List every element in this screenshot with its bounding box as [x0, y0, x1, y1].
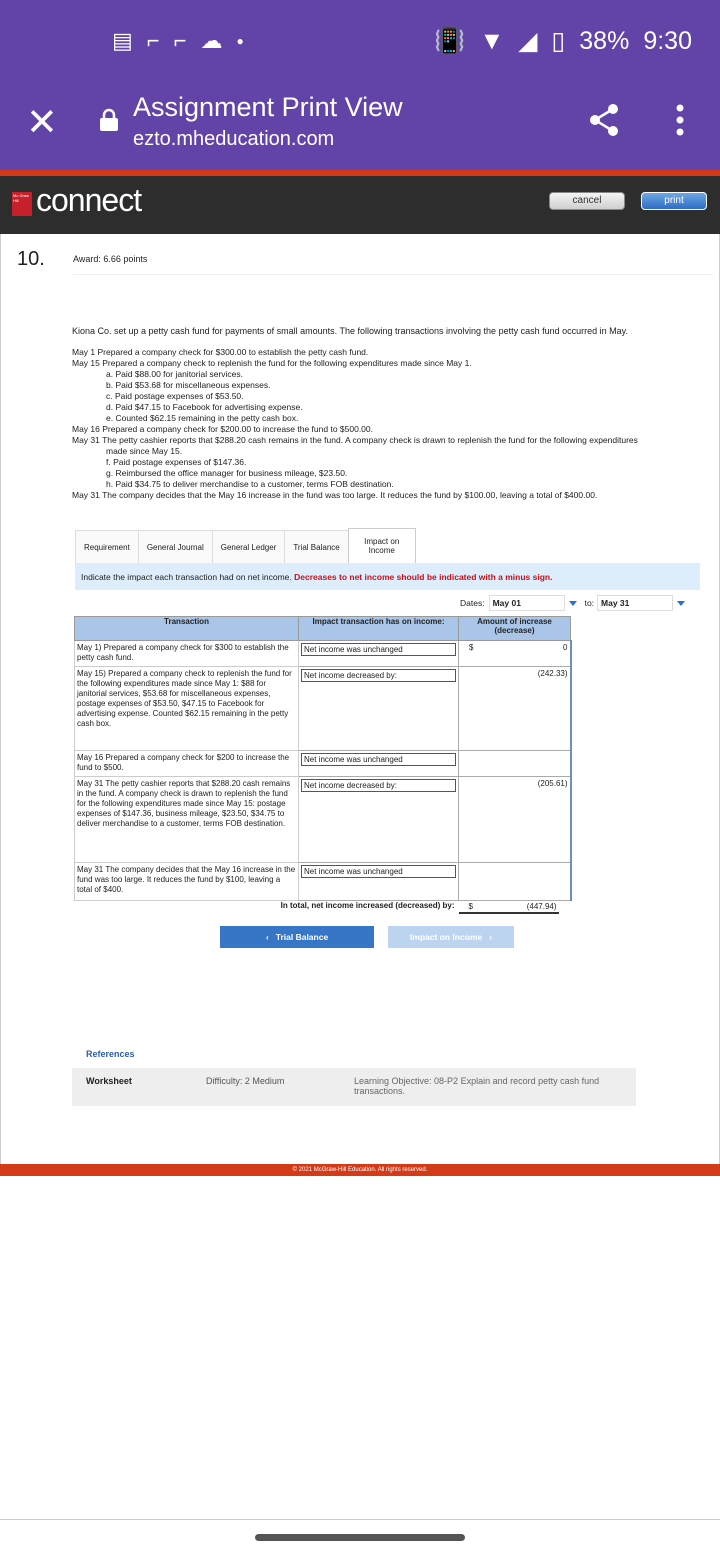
- transaction-line: May 1 Prepared a company check for $300.00 to establish the petty cash fund.: [72, 347, 369, 357]
- share-icon[interactable]: [586, 102, 622, 138]
- cloud-icon: ☁: [200, 28, 223, 53]
- date-from-value: May 01: [492, 598, 521, 608]
- total-row: [75, 901, 571, 915]
- effect-select[interactable]: [299, 777, 459, 863]
- divider: [73, 274, 713, 275]
- connect-logo: connect: [36, 182, 142, 218]
- header-amount: Amount of increase (decrease): [459, 617, 571, 641]
- table-row: [75, 641, 571, 667]
- effect-select[interactable]: [299, 863, 459, 901]
- learning-objective: Learning Objective: 08-P2 Explain and record petty cash fund transactions.: [354, 1076, 600, 1096]
- vibrate-icon: 📳: [434, 26, 466, 55]
- tab-general-journal[interactable]: General Journal: [138, 530, 212, 564]
- header-transaction: Transaction: [75, 617, 299, 641]
- amount-currency: $: [469, 643, 474, 652]
- close-icon[interactable]: ✕: [26, 102, 58, 144]
- tab-trial-balance[interactable]: Trial Balance: [284, 530, 347, 564]
- transaction-cell: May 15) Prepared a company check to replenish the fund for the following expenditures made since May 1: $88 for janitorial services, $53.68 for miscellaneous expenses, postage expenses of $53.50, $47.15 to Facebook for advertising expense. Counted $62.15 remaining in the petty cash box.: [75, 667, 299, 751]
- divider: [0, 1519, 720, 1520]
- wifi-icon: ▼: [479, 26, 505, 55]
- print-page: [0, 234, 720, 1164]
- signal-icon: ◢: [518, 27, 538, 55]
- browser-toolbar: [0, 84, 720, 170]
- table-row: [75, 751, 571, 777]
- transaction-cell: May 31 The petty cashier reports that $288.20 cash remains in the fund. A company check is drawn to replenish the fund for the following expenditures made since May 15: postage expenses of $147.36, business mileage, $23.50, $34.75 to deliver merchandise to a customer, terms FOB destination.: [75, 777, 299, 863]
- gun-icon: ⌐: [146, 28, 160, 53]
- transaction-line: g. Reimbursed the office manager for business mileage, $23.50.: [106, 468, 348, 478]
- effect-select[interactable]: [299, 667, 459, 751]
- total-currency: $: [468, 902, 473, 911]
- date-from-select[interactable]: [489, 595, 565, 611]
- table-row: [75, 667, 571, 751]
- table-body: [75, 641, 571, 901]
- transaction-line: made since May 15.: [106, 446, 183, 456]
- instruction-emphasis: Decreases to net income should be indicated with a minus sign.: [294, 572, 553, 582]
- next-tab-button[interactable]: Impact on Income ›: [388, 926, 514, 948]
- amount-value: 0: [563, 643, 568, 652]
- transaction-line: a. Paid $88.00 for janitorial services.: [106, 369, 244, 379]
- next-tab-label: Impact on Income: [409, 932, 483, 942]
- award-points: Award: 6.66 points: [73, 254, 148, 264]
- mcgraw-hill-logo-icon: Mc Graw Hill: [12, 192, 32, 216]
- problem-statement: [72, 326, 717, 501]
- chevron-down-icon[interactable]: [677, 601, 685, 606]
- dates-label: Dates:: [460, 598, 485, 608]
- transaction-line: h. Paid $34.75 to deliver merchandise to a customer, terms FOB destination.: [106, 479, 394, 489]
- connect-header: [0, 176, 720, 234]
- print-button[interactable]: print: [641, 192, 707, 210]
- tab-requirement[interactable]: Requirement: [75, 530, 138, 564]
- transaction-line: b. Paid $53.68 for miscellaneous expenses.: [106, 380, 271, 390]
- instruction-text: Indicate the impact each transaction had on net income.: [81, 572, 295, 582]
- date-range: [460, 595, 685, 611]
- amount-input[interactable]: [459, 751, 571, 777]
- amount-input[interactable]: [459, 667, 571, 751]
- page-url[interactable]: ezto.mheducation.com: [133, 128, 335, 150]
- effect-value: Net income was unchanged: [301, 865, 456, 878]
- battery-icon: ▯: [551, 27, 566, 55]
- page-title: Assignment Print View: [133, 92, 403, 122]
- tab-impact-on-income[interactable]: Impact on Income: [348, 528, 416, 564]
- difficulty: Difficulty: 2 Medium: [206, 1076, 285, 1086]
- lock-icon: [98, 108, 120, 132]
- dates-to-label: to:: [584, 598, 595, 608]
- effect-select[interactable]: [299, 641, 459, 667]
- notification-icons: [112, 28, 244, 54]
- date-to-select[interactable]: [597, 595, 673, 611]
- transaction-line: May 31 The company decides that the May 16 increase in the fund was too large. It reduces the fund by $100.00, leaving a total of $400.00.: [72, 490, 598, 500]
- instruction-banner: [75, 563, 700, 590]
- transaction-line: d. Paid $47.15 to Facebook for advertising expense.: [106, 402, 303, 412]
- cancel-button[interactable]: cancel: [549, 192, 625, 210]
- chevron-down-icon[interactable]: [569, 601, 577, 606]
- effect-value: Net income was unchanged: [301, 643, 456, 656]
- worksheet-label[interactable]: Worksheet: [86, 1076, 132, 1086]
- transaction-line: c. Paid postage expenses of $53.50.: [106, 391, 244, 401]
- transaction-list: [72, 347, 717, 501]
- dot-icon: ●: [236, 34, 244, 48]
- transaction-cell: May 16 Prepared a company check for $200 to increase the fund to $500.: [75, 751, 299, 777]
- table-row: [75, 863, 571, 901]
- references-box: [72, 1068, 636, 1106]
- transaction-cell: May 1) Prepared a company check for $300 to establish the petty cash fund.: [75, 641, 299, 667]
- gun-icon: ⌐: [173, 28, 187, 53]
- document-icon: ▤: [112, 28, 133, 53]
- amount-value: (242.33): [537, 669, 568, 678]
- table-row: [75, 777, 571, 863]
- amount-input[interactable]: [459, 863, 571, 901]
- prev-tab-button[interactable]: ‹ Trial Balance: [220, 926, 374, 948]
- amount-input[interactable]: [459, 641, 571, 667]
- amount-value: (205.61): [537, 779, 568, 788]
- effect-value: Net income decreased by:: [301, 779, 456, 792]
- header-impact: Impact transaction has on income:: [299, 617, 459, 641]
- tab-bar: [75, 528, 416, 564]
- date-to-value: May 31: [601, 598, 630, 608]
- battery-percent: 38%: [579, 26, 630, 55]
- effect-value: Net income was unchanged: [301, 753, 456, 766]
- tab-general-ledger[interactable]: General Ledger: [212, 530, 285, 564]
- problem-intro: Kiona Co. set up a petty cash fund for payments of small amounts. The following transactions involving the petty cash fund occurred in May.: [72, 326, 628, 336]
- effect-value: Net income decreased by:: [301, 669, 456, 682]
- effect-select[interactable]: [299, 751, 459, 777]
- transaction-line: May 16 Prepared a company check for $200.00 to increase the fund to $500.00.: [72, 424, 373, 434]
- more-menu-icon[interactable]: [670, 102, 690, 138]
- transaction-line: e. Counted $62.15 remaining in the petty cash box.: [106, 413, 299, 423]
- total-label: In total, net income increased (decreased) by:: [280, 901, 455, 910]
- question-number: 10.: [17, 248, 45, 270]
- status-bar: [0, 0, 720, 84]
- transaction-line: May 15 Prepared a company check to replenish the fund for the following expenditures made since May 1.: [72, 358, 472, 368]
- clock: 9:30: [643, 26, 692, 55]
- prev-tab-label: Trial Balance: [275, 932, 329, 942]
- amount-input[interactable]: [459, 777, 571, 863]
- transaction-line: f. Paid postage expenses of $147.36.: [106, 457, 247, 467]
- transaction-line: May 31 The petty cashier reports that $288.20 cash remains in the fund. A company check is drawn to replenish the fund for the following expenditures: [72, 435, 638, 445]
- references-title[interactable]: References: [86, 1049, 135, 1059]
- total-amount: (447.94): [526, 902, 557, 911]
- copyright-footer: © 2021 McGraw-Hill Education. All rights reserved.: [0, 1164, 720, 1176]
- impact-table: [74, 616, 572, 914]
- home-indicator[interactable]: [255, 1534, 465, 1541]
- transaction-cell: May 31 The company decides that the May 16 increase in the fund was too large. It reduces the fund by $100, leaving a total of $400.: [75, 863, 299, 901]
